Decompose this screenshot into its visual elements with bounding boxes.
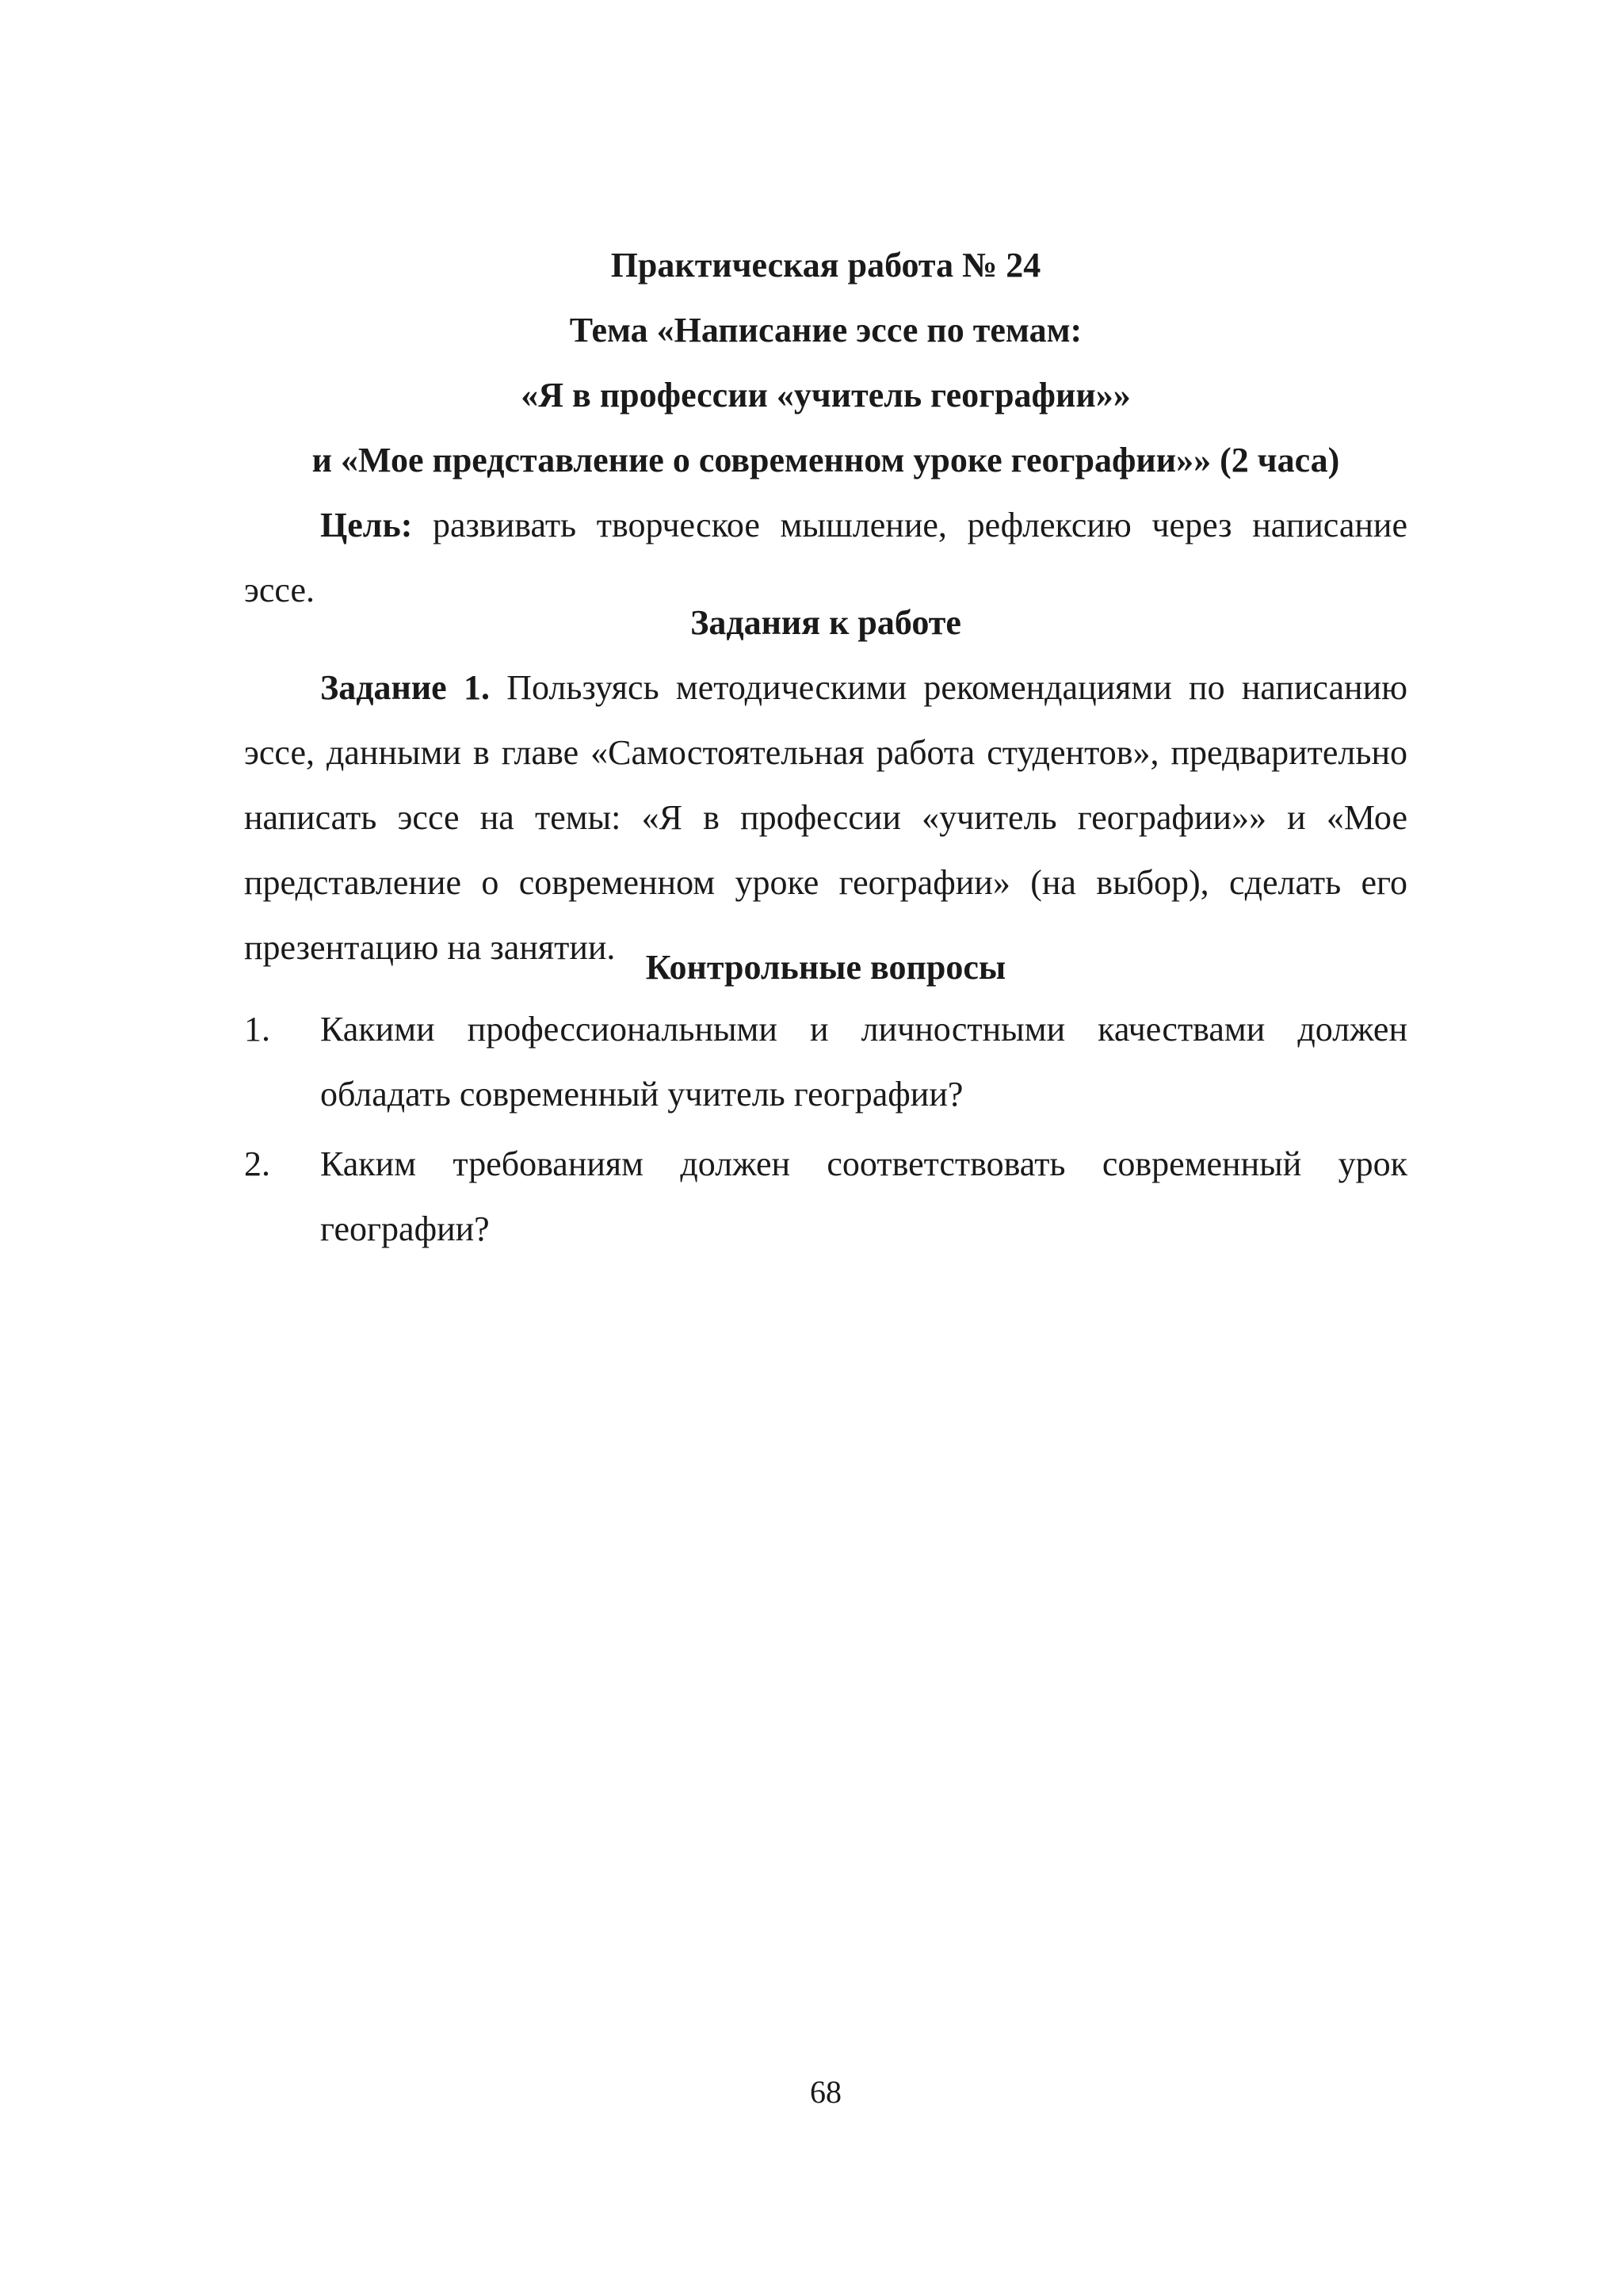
questions-list [244, 997, 1407, 1262]
goal-label: Цель: [320, 506, 413, 544]
title-line-3: «Я в профессии «учитель географии»» [521, 376, 1131, 415]
title-line-2: Тема «Написание эссе по темам: [569, 311, 1083, 350]
question-text: Каким требованиям должен соответствовать современный урок географии? [320, 1144, 1407, 1248]
task-1-paragraph [244, 655, 1407, 980]
question-number: 2. [244, 1144, 270, 1183]
title-block [244, 233, 1407, 493]
questions-heading: Контрольные вопросы [645, 948, 1006, 987]
document-page [244, 0, 1407, 2296]
goal-text: развивать творческое мышление, рефлексию через написание эссе. [244, 506, 1407, 609]
question-number: 1. [244, 1010, 270, 1049]
question-item [244, 1132, 1407, 1262]
page-number: 68 [810, 2074, 842, 2110]
title-line-1: Практическая работа № 24 [610, 246, 1041, 285]
tasks-heading: Задания к работе [690, 603, 961, 642]
question-text: Какими профессиональными и личностными качествами должен обладать современный учитель географии? [320, 1010, 1407, 1114]
title-line-4: и «Мое представление о современном уроке географии»» (2 часа) [311, 441, 1340, 479]
task-1-label: Задание 1. [320, 668, 490, 707]
question-item [244, 997, 1407, 1127]
task-1-text: Пользуясь методическими рекомендациями по написанию эссе, данными в главе «Самостоятельная работа студентов», предварительно написать эссе на темы: «Я в профессии «учитель географии»» и «Мое представление о современном уроке географии» (на выбор), сделать его презентацию на занятии. [244, 668, 1407, 967]
